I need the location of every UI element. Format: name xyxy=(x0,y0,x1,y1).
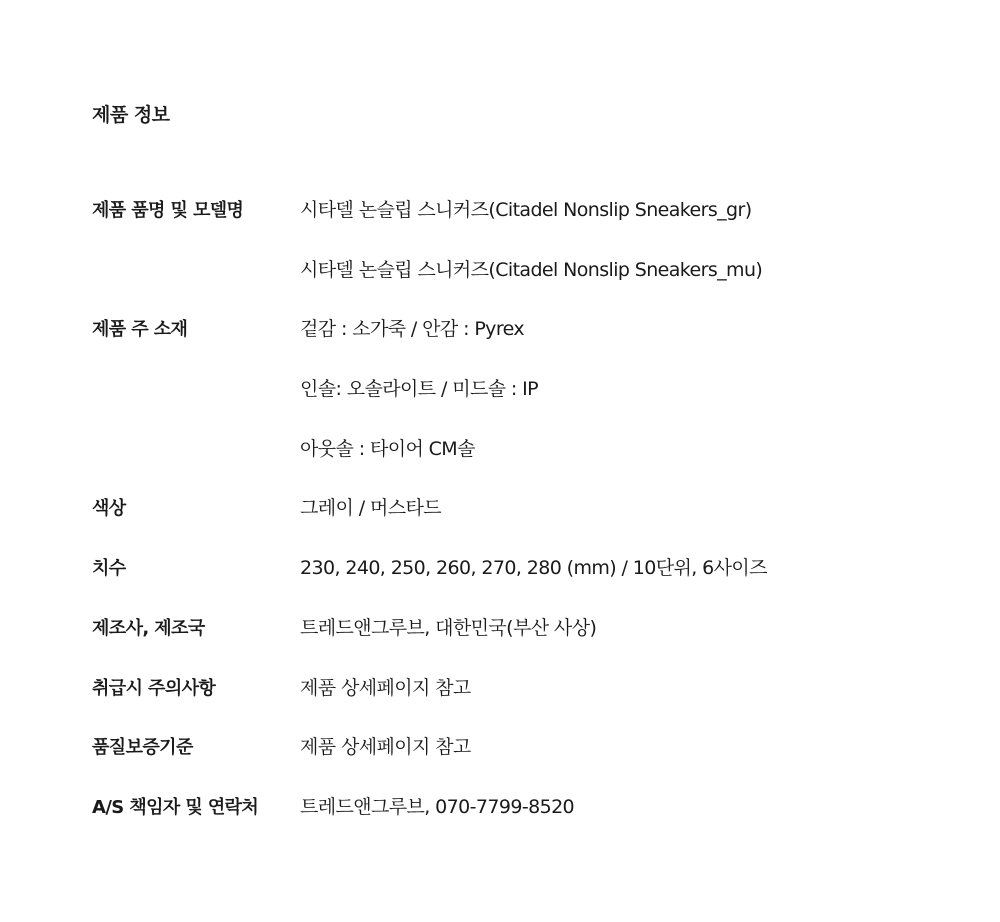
spec-label: A/S 책임자 및 연락처 xyxy=(92,796,259,818)
spec-values xyxy=(300,315,972,494)
spec-values xyxy=(300,614,972,674)
spec-values xyxy=(300,554,972,614)
spec-value: 그레이 / 머스타드 xyxy=(300,497,441,520)
spec-row-color xyxy=(92,494,972,554)
spec-value: 겉감 : 소가죽 / 안감 : Pyrex xyxy=(300,318,525,341)
spec-row-manufacturer xyxy=(92,614,972,674)
product-spec-table xyxy=(92,196,972,853)
spec-value: 트레드앤그루브, 대한민국(부산 사상) xyxy=(300,616,597,639)
spec-row-material xyxy=(92,315,972,494)
spec-label: 치수 xyxy=(92,558,126,580)
spec-label: 색상 xyxy=(92,498,126,520)
spec-value: 제품 상세페이지 참고 xyxy=(300,676,471,699)
spec-value: 시타델 논슬립 스니커즈(Citadel Nonslip Sneakers_gr) xyxy=(300,199,752,221)
spec-label: 제조사, 제조국 xyxy=(92,617,205,639)
spec-row-size xyxy=(92,554,972,614)
spec-values xyxy=(300,793,972,853)
spec-value: 시타델 논슬립 스니커즈(Citadel Nonslip Sneakers_mu) xyxy=(300,258,763,281)
spec-values xyxy=(300,494,972,554)
spec-label: 제품 품명 및 모델명 xyxy=(92,200,244,221)
spec-values xyxy=(300,196,972,315)
section-title: 제품 정보 xyxy=(92,104,170,126)
spec-label: 제품 주 소재 xyxy=(92,319,188,341)
spec-row-care xyxy=(92,674,972,734)
spec-value: 인솔: 오솔라이트 / 미드솔 : IP xyxy=(300,378,539,401)
spec-value: 230, 240, 250, 260, 270, 280 (mm) / 10단위, 6사이즈 xyxy=(300,557,767,580)
spec-value: 제품 상세페이지 참고 xyxy=(300,736,471,759)
spec-value: 아웃솔 : 타이어 CM솔 xyxy=(300,437,475,460)
spec-row-warranty xyxy=(92,733,972,793)
spec-values xyxy=(300,733,972,793)
spec-label: 품질보증기준 xyxy=(92,737,193,759)
spec-row-model xyxy=(92,196,972,315)
spec-values xyxy=(300,674,972,734)
spec-value: 트레드앤그루브, 070-7799-8520 xyxy=(300,795,575,818)
spec-label: 취급시 주의사항 xyxy=(92,677,216,699)
spec-row-as-contact xyxy=(92,793,972,853)
